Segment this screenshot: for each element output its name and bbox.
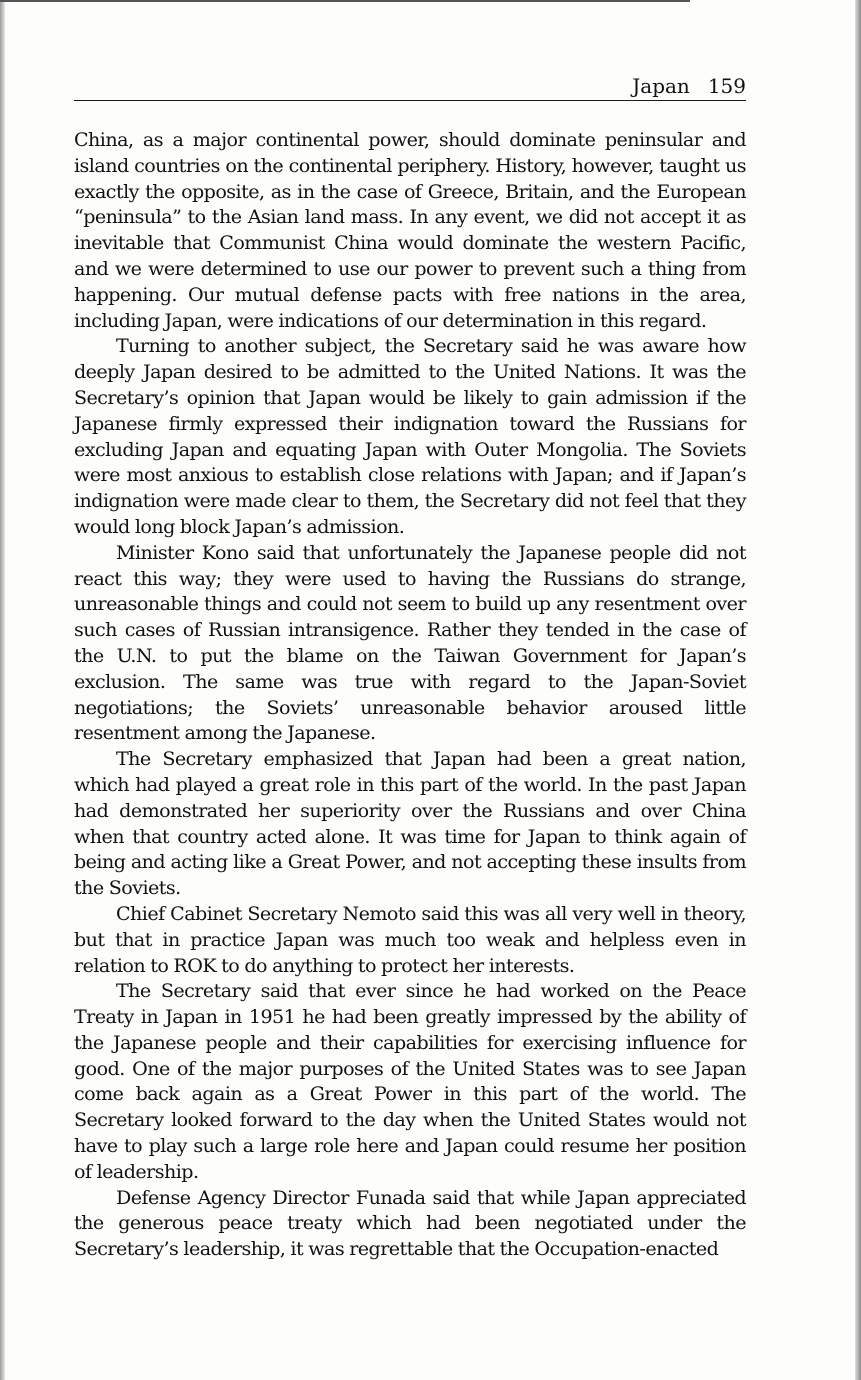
scan-edge-right	[855, 0, 861, 1380]
paragraph: Defense Agency Director Funada said that while Japan appreciated the generous peace treaty which had been negotiated under the Secretary’s leadership, it was regrettable that the Occupation-enacted	[74, 1185, 746, 1261]
paragraph: The Secretary emphasized that Japan had been a great nation, which had played a great role in this part of the world. In the past Japan had demonstrated her superiority over the Russians and over China when that country acted alone. It was time for Japan to think again of being and acting like a Great Power, and not accepting these insults from the Soviets.	[74, 747, 746, 900]
page-number: 159	[707, 74, 746, 98]
paragraph: Chief Cabinet Secretary Nemoto said this was all very well in theory, but that in practice Japan was much too weak and helpless even in relation to ROK to do anything to protect her interests.	[74, 901, 746, 977]
running-head	[74, 72, 746, 101]
paragraph: Turning to another subject, the Secretary said he was aware how deeply Japan desired to be admitted to the United Nations. It was the Secretary’s opinion that Japan would be likely to gain admission if the Japanese firmly expressed their indignation toward the Russians for excluding Japan and equating Japan with Outer Mongolia. The Soviets were most anxious to establish close relations with Japan; and if Japan’s indignation were made clear to them, the Secretary did not feel that they would long block Japan’s admission.	[74, 334, 746, 538]
paragraph: The Secretary said that ever since he had worked on the Peace Treaty in Japan in 1951 he had been greatly impressed by the ability of the Japanese people and their capabilities for exercising influence for good. One of the major purposes of the United States was to see Japan come back again as a Great Power in this part of the world. The Secretary looked forward to the day when the United States would not have to play such a large role here and Japan could resume her position of leadership.	[74, 979, 746, 1183]
body-text	[74, 127, 746, 1262]
section-title: Japan	[632, 74, 690, 98]
top-rule	[0, 0, 690, 2]
scan-edge-left	[0, 0, 5, 1380]
paragraph: Minister Kono said that unfortunately the Japanese people did not react this way; they were used to having the Russians do strange, unreasonable things and could not seem to build up any resentment over such cases of Russian intransigence. Rather they tended in the case of the U.N. to put the blame on the Taiwan Government for Japan’s exclusion. The same was true with regard to the Japan-Soviet negotiations; the Soviets’ unreasonable behavior aroused little resentment among the Japanese.	[74, 540, 746, 745]
paragraph: China, as a major continental power, should dominate peninsular and island countries on the continental periphery. History, however, taught us exactly the opposite, as in the case of Greece, Britain, and the European “peninsula” to the Asian land mass. In any event, we did not accept it as inevitable that Communist China would dominate the western Pacific, and we were determined to use our power to prevent such a thing from happening. Our mutual defense pacts with free nations in the area, including Japan, were indications of our determination in this regard.	[74, 128, 746, 332]
